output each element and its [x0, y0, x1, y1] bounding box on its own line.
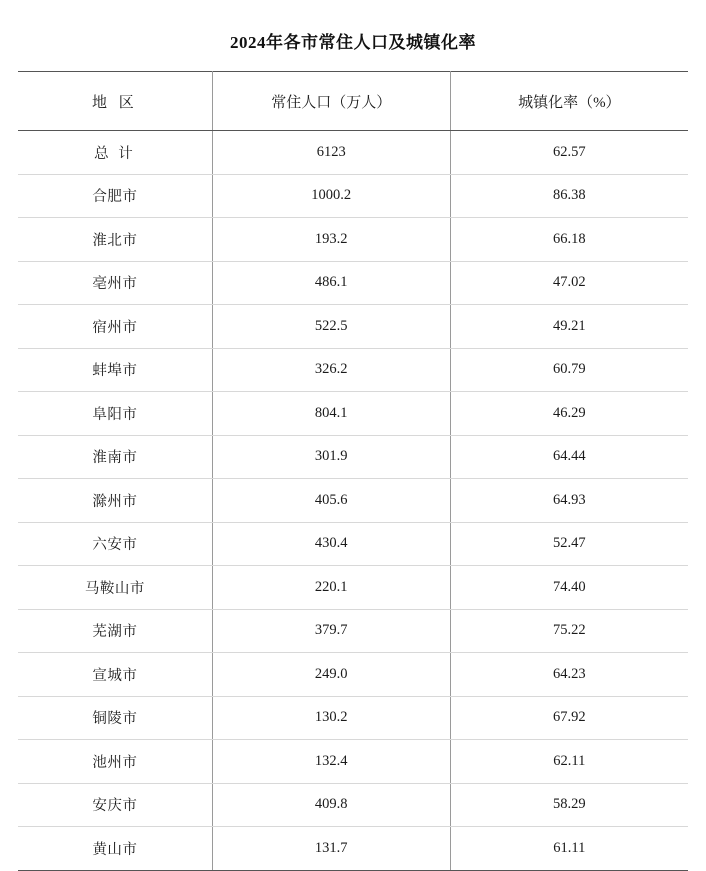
table-row [18, 479, 688, 523]
cell-urbanization: 47.02 [450, 261, 688, 305]
table-row [18, 696, 688, 740]
cell-region: 宿州市 [18, 305, 212, 349]
cell-region: 合肥市 [18, 174, 212, 218]
cell-population: 220.1 [212, 566, 450, 610]
page-title: 2024年各市常住人口及城镇化率 [230, 33, 476, 52]
table-row [18, 566, 688, 610]
table-row [18, 174, 688, 218]
table-row [18, 827, 688, 871]
cell-population: 193.2 [212, 218, 450, 262]
cell-population: 804.1 [212, 392, 450, 436]
column-header-population: 常住人口（万人） [212, 72, 450, 131]
cell-urbanization: 75.22 [450, 609, 688, 653]
cell-urbanization: 62.57 [450, 131, 688, 175]
cell-region: 铜陵市 [18, 696, 212, 740]
table-row [18, 783, 688, 827]
cell-region: 淮南市 [18, 435, 212, 479]
cell-urbanization: 74.40 [450, 566, 688, 610]
cell-region: 总 计 [18, 131, 212, 175]
cell-population: 522.5 [212, 305, 450, 349]
cell-population: 379.7 [212, 609, 450, 653]
cell-population: 1000.2 [212, 174, 450, 218]
cell-population: 132.4 [212, 740, 450, 784]
table-body [18, 131, 688, 871]
population-urbanization-table [18, 71, 688, 871]
cell-population: 409.8 [212, 783, 450, 827]
cell-region: 芜湖市 [18, 609, 212, 653]
cell-region: 亳州市 [18, 261, 212, 305]
table-row [18, 261, 688, 305]
table-row [18, 609, 688, 653]
cell-population: 301.9 [212, 435, 450, 479]
cell-urbanization: 64.44 [450, 435, 688, 479]
column-header-urbanization: 城镇化率（%） [450, 72, 688, 131]
table-row [18, 131, 688, 175]
cell-urbanization: 64.23 [450, 653, 688, 697]
table-header [18, 72, 688, 131]
cell-urbanization: 46.29 [450, 392, 688, 436]
table-row [18, 348, 688, 392]
cell-region: 池州市 [18, 740, 212, 784]
cell-urbanization: 60.79 [450, 348, 688, 392]
cell-urbanization: 61.11 [450, 827, 688, 871]
cell-region: 淮北市 [18, 218, 212, 262]
cell-population: 486.1 [212, 261, 450, 305]
cell-population: 430.4 [212, 522, 450, 566]
cell-population: 326.2 [212, 348, 450, 392]
cell-region: 安庆市 [18, 783, 212, 827]
table-row [18, 740, 688, 784]
table-row [18, 218, 688, 262]
cell-region: 蚌埠市 [18, 348, 212, 392]
cell-urbanization: 64.93 [450, 479, 688, 523]
table-row [18, 305, 688, 349]
table-row [18, 653, 688, 697]
cell-region: 马鞍山市 [18, 566, 212, 610]
cell-region: 滁州市 [18, 479, 212, 523]
table-header-row [18, 72, 688, 131]
column-header-region: 地 区 [18, 72, 212, 131]
cell-population: 130.2 [212, 696, 450, 740]
cell-urbanization: 49.21 [450, 305, 688, 349]
cell-population: 6123 [212, 131, 450, 175]
cell-region: 黄山市 [18, 827, 212, 871]
table-row [18, 392, 688, 436]
cell-population: 405.6 [212, 479, 450, 523]
cell-region: 宣城市 [18, 653, 212, 697]
cell-population: 249.0 [212, 653, 450, 697]
cell-urbanization: 86.38 [450, 174, 688, 218]
cell-urbanization: 67.92 [450, 696, 688, 740]
table-row [18, 522, 688, 566]
cell-region: 六安市 [18, 522, 212, 566]
cell-urbanization: 52.47 [450, 522, 688, 566]
table-row [18, 435, 688, 479]
cell-population: 131.7 [212, 827, 450, 871]
cell-urbanization: 58.29 [450, 783, 688, 827]
cell-region: 阜阳市 [18, 392, 212, 436]
cell-urbanization: 62.11 [450, 740, 688, 784]
cell-urbanization: 66.18 [450, 218, 688, 262]
